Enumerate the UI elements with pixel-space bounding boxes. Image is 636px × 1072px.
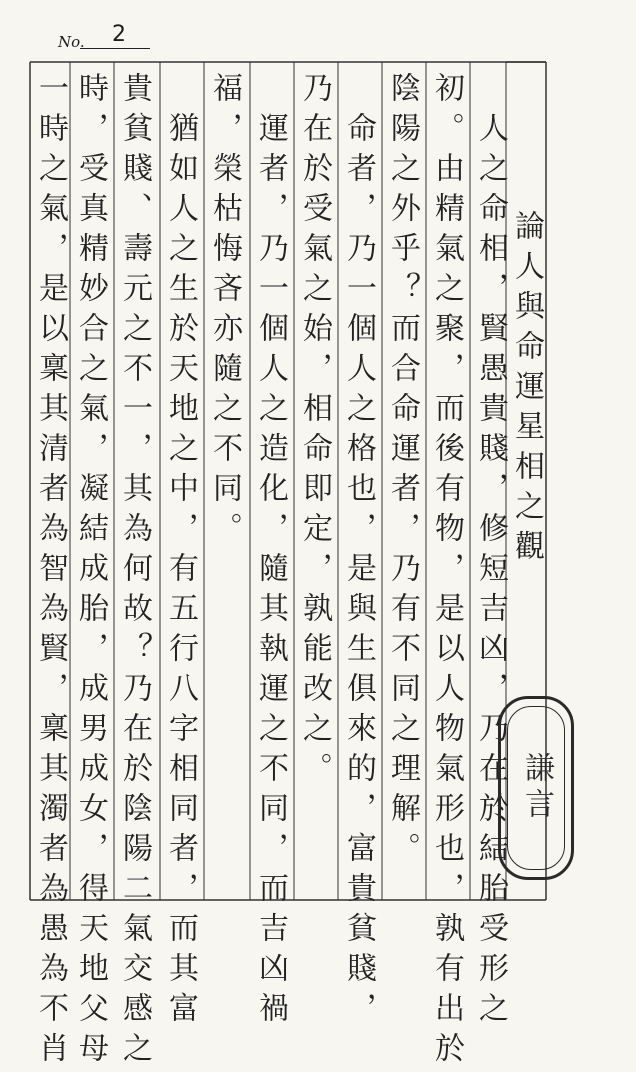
text-column-9 [114, 72, 154, 1072]
text-column-5 [294, 72, 334, 892]
essay-title: 論人與命運星相之觀 [509, 210, 544, 570]
seal-inner-border [507, 706, 565, 870]
page-number: 2 [112, 22, 127, 47]
column-text: 一時之氣，是以稟其清者為智為賢，稟其濁者為愚為不肖 [33, 72, 68, 1072]
column-text: 時，受真精妙合之氣，凝結成胎，成男成女，得天地父母 [73, 72, 108, 1072]
text-column-10 [70, 72, 110, 1072]
page-no-label: No. [58, 33, 85, 51]
text-column-7 [204, 72, 244, 892]
column-text: 貴貧賤、壽元之不一，其為何故？乃在於陰陽二氣交感之 [117, 72, 152, 1072]
column-text: 運者，乃一個人之造化，隨其執運之不同，而吉凶禍 [253, 72, 288, 1032]
text-column-6 [250, 72, 290, 1032]
column-text: 福，榮枯悔吝亦隨之不同。 [207, 72, 242, 552]
column-text: 人之命相，賢愚貴賤，修短吉凶，乃在於結胎受形之 [473, 72, 508, 1032]
column-text: 乃在於受氣之始，相命即定，孰能改之。 [297, 72, 332, 792]
column-text: 猶如人之生於天地之中，有五行八字相同者，而其富 [163, 72, 198, 1032]
text-column-4 [338, 72, 378, 1032]
title-column [506, 210, 546, 1030]
text-column-8 [160, 72, 200, 1032]
page-number-underline [80, 48, 150, 49]
text-column-2 [426, 72, 466, 1072]
column-text: 陰陽之外乎？而合命運者，乃有不同之理解。 [385, 72, 420, 872]
text-column-3 [382, 72, 422, 892]
author-seal [498, 696, 574, 880]
text-column-11 [30, 72, 70, 1072]
seal-text: 謙言 [519, 752, 554, 824]
column-text: 初。由精氣之聚，而後有物，是以人物氣形也，孰有出於 [429, 72, 464, 1072]
column-text: 命者，乃一個人之格也，是與生俱來的，富貴貧賤， [341, 72, 376, 1032]
